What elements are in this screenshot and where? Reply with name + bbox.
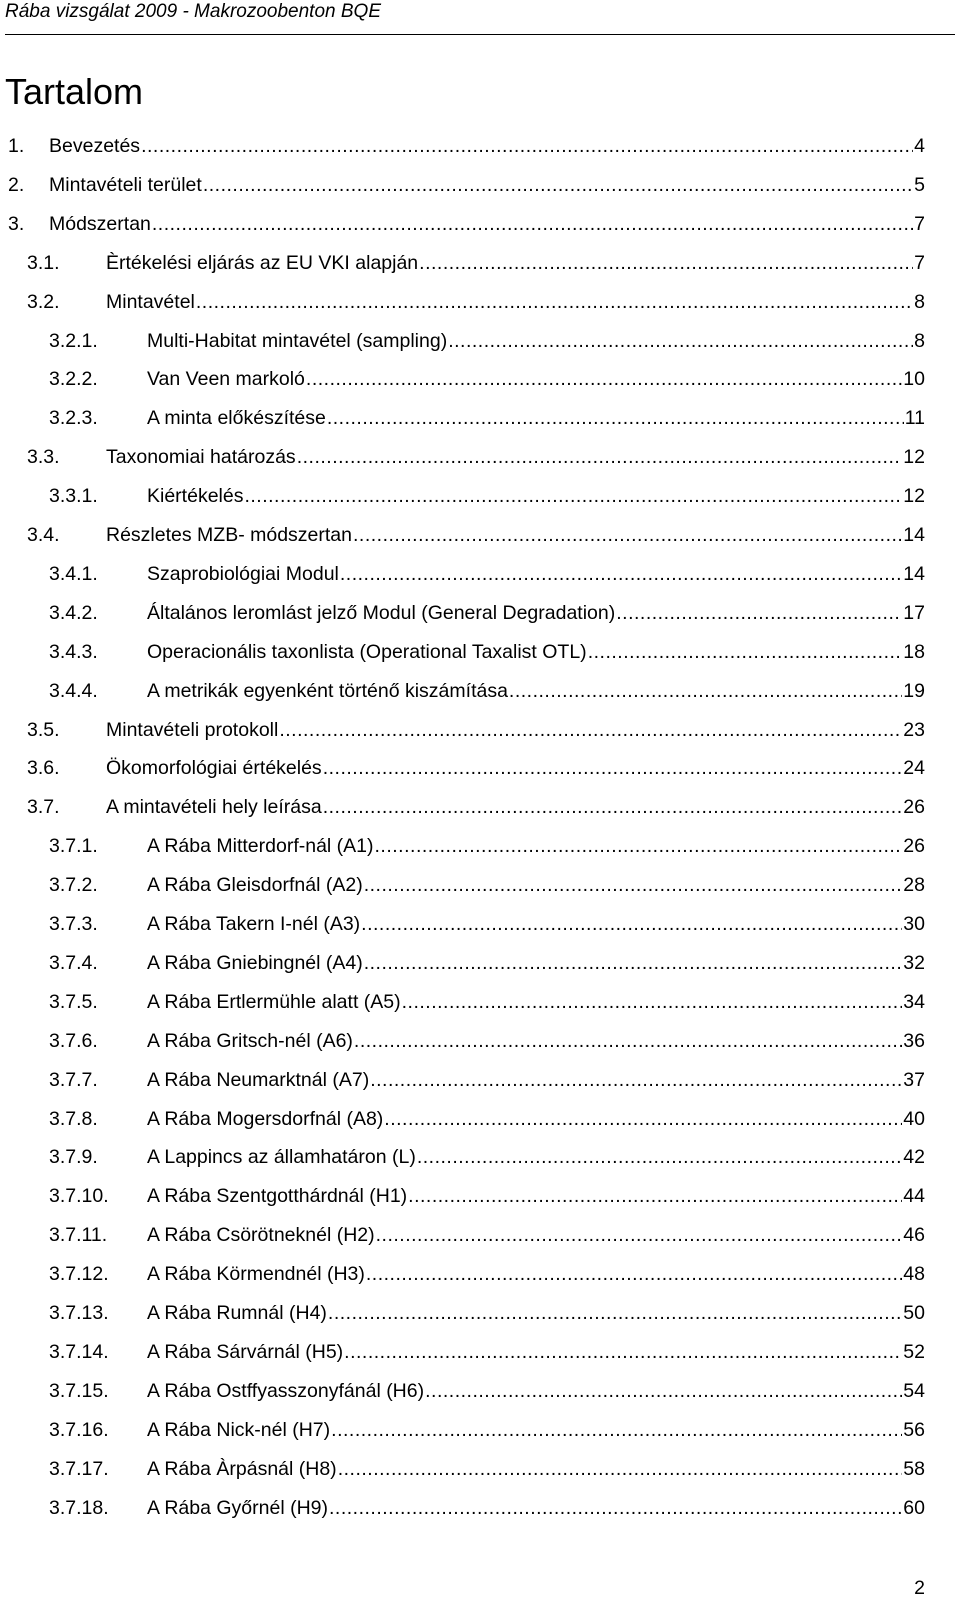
- toc-entry-line: [147, 402, 925, 434]
- toc-dot-leader: [425, 1375, 902, 1407]
- toc-dot-leader: [328, 1297, 902, 1329]
- toc-entry-label[interactable]: Èrtékelési eljárás az EU VKI alapján: [106, 251, 419, 274]
- toc-entry-page[interactable]: 5: [914, 173, 925, 196]
- toc-entry-number: 3.7.2.: [49, 874, 98, 897]
- toc-entry[interactable]: [0, 947, 960, 979]
- toc-entry-page[interactable]: 40: [903, 1107, 925, 1130]
- toc-entry[interactable]: [0, 325, 960, 357]
- toc-entry-number: 3.7.7.: [49, 1068, 98, 1091]
- toc-entry-number: 3.2.1.: [49, 329, 98, 352]
- toc-entry-line: [147, 1336, 925, 1368]
- toc-entry-line: [147, 1375, 925, 1407]
- toc-entry-line: [147, 947, 925, 979]
- toc-dot-leader: [354, 1025, 902, 1057]
- toc-entry-line: [106, 752, 925, 784]
- toc-entry-page[interactable]: 14: [903, 562, 925, 585]
- toc-entry-number: 3.7.9.: [49, 1146, 98, 1169]
- toc-entry-number: 3.4.4.: [49, 679, 98, 702]
- toc-entry-page[interactable]: 19: [903, 679, 925, 702]
- toc-dot-leader: [152, 208, 913, 240]
- toc-entry-line: [147, 1219, 925, 1251]
- toc-entry-label[interactable]: A Lappincs az államhatáron (L): [147, 1146, 416, 1169]
- toc-entry-line: [147, 869, 925, 901]
- toc-entry[interactable]: [0, 402, 960, 434]
- page-number: 2: [914, 1577, 925, 1599]
- toc-entry-page[interactable]: 7: [914, 251, 925, 274]
- toc-entry-label[interactable]: Mintavételi protokoll: [106, 718, 279, 741]
- toc-entry[interactable]: [0, 1453, 960, 1485]
- toc-entry-label[interactable]: A Rába Àrpásnál (H8): [147, 1457, 337, 1480]
- toc-entry[interactable]: [0, 791, 960, 823]
- toc-entry-line: [106, 791, 925, 823]
- toc-entry-page[interactable]: 37: [903, 1068, 925, 1091]
- toc-dot-leader: [329, 1492, 902, 1524]
- toc-entry-line: [147, 1453, 925, 1485]
- toc-entry-label[interactable]: A mintavételi hely leírása: [106, 796, 322, 819]
- toc-entry-label[interactable]: A Rába Mogersdorfnál (A8): [147, 1107, 384, 1130]
- toc-dot-leader: [353, 519, 902, 551]
- toc-entry-page[interactable]: 30: [903, 913, 925, 935]
- toc-entry-page[interactable]: 8: [914, 329, 925, 352]
- toc-entry-line: [147, 675, 925, 707]
- toc-entry-number: 3.5.: [27, 718, 60, 741]
- toc-entry-label[interactable]: A metrikák egyenként történő kiszámítása: [147, 679, 508, 702]
- toc-dot-leader: [279, 714, 902, 746]
- toc-entry[interactable]: [0, 1180, 960, 1212]
- toc-entry-number: 3.2.3.: [49, 407, 98, 430]
- toc-entry-label[interactable]: A Rába Körmendnél (H3): [147, 1263, 365, 1286]
- toc-entry-line: [106, 286, 925, 318]
- toc-entry-label[interactable]: A Rába Neumarktnál (A7): [147, 1068, 370, 1091]
- toc-entry[interactable]: [0, 908, 960, 940]
- toc-entry-page[interactable]: 52: [903, 1340, 925, 1363]
- toc-entry-page[interactable]: 18: [903, 640, 925, 663]
- toc-entry[interactable]: [0, 480, 960, 512]
- toc-entry-page[interactable]: 56: [903, 1418, 925, 1441]
- toc-entry-line: [106, 714, 925, 746]
- toc-entry-number: 3.7.16.: [49, 1418, 109, 1441]
- toc-entry-label[interactable]: Taxonomiai határozás: [106, 446, 296, 469]
- toc-entry[interactable]: [0, 636, 960, 668]
- toc-entry-line: [147, 1025, 925, 1057]
- toc-entry-line: [147, 1258, 925, 1290]
- toc-entry[interactable]: [0, 1025, 960, 1057]
- toc-entry-page[interactable]: 44: [903, 1185, 925, 1208]
- toc-entry-number: 3.4.3.: [49, 640, 98, 663]
- toc-entry[interactable]: [0, 1141, 960, 1173]
- toc-entry[interactable]: [0, 986, 960, 1018]
- toc-entry-label[interactable]: Multi-Habitat mintavétel (sampling): [147, 329, 448, 352]
- toc-entry-page[interactable]: 23: [903, 718, 925, 741]
- toc-entry[interactable]: [0, 1219, 960, 1251]
- toc-entry-page[interactable]: 48: [903, 1263, 925, 1286]
- toc-dot-leader: [370, 1064, 902, 1096]
- toc-entry-number: 3.2.2.: [49, 368, 98, 391]
- toc-entry-label[interactable]: A Rába Győrnél (H9): [147, 1496, 328, 1519]
- toc-entry-number: 3.3.1.: [49, 485, 98, 508]
- toc-entry-number: 3.7.12.: [49, 1263, 109, 1286]
- toc-entry-page[interactable]: 60: [903, 1496, 925, 1519]
- toc-entry-line: [147, 1141, 925, 1173]
- toc-dot-leader: [338, 1453, 903, 1485]
- toc-entry-page[interactable]: 12: [903, 485, 925, 508]
- toc-dot-leader: [364, 869, 903, 901]
- toc-entry-line: [147, 1492, 925, 1524]
- toc-entry[interactable]: [0, 286, 960, 318]
- toc-entry-label[interactable]: A Rába Mitterdorf-nál (A1): [147, 835, 374, 858]
- toc-entry[interactable]: [0, 363, 960, 395]
- toc-entry-page[interactable]: 12: [903, 446, 925, 469]
- toc-dot-leader: [327, 402, 904, 434]
- toc-entry-label[interactable]: Részletes MZB- módszertan: [106, 524, 352, 546]
- toc-dot-leader: [366, 1258, 902, 1290]
- toc-entry-number: 1.: [8, 135, 25, 157]
- toc-entry-number: 3.4.2.: [49, 601, 98, 624]
- toc-entry-label[interactable]: A Rába Gleisdorfnál (A2): [147, 874, 363, 897]
- toc-entry-number: 3.7.3.: [49, 913, 98, 935]
- toc-dot-leader: [419, 247, 913, 279]
- toc-entry-number: 3.7.: [27, 796, 60, 819]
- toc-dot-leader: [244, 480, 902, 512]
- toc-entry-number: 3.7.4.: [49, 951, 98, 974]
- toc-entry-page[interactable]: 34: [903, 990, 925, 1013]
- toc-dot-leader: [297, 441, 903, 473]
- toc-entry-label[interactable]: A Rába Ertlermühle alatt (A5): [147, 990, 401, 1013]
- toc-entry[interactable]: [0, 1297, 960, 1329]
- toc-entry-number: 3.: [8, 212, 25, 235]
- toc-entry-page[interactable]: 50: [903, 1302, 925, 1324]
- toc-dot-leader: [196, 286, 913, 318]
- toc-entry-number: 3.7.18.: [49, 1496, 109, 1519]
- toc-entry-page[interactable]: 28: [903, 874, 925, 897]
- toc-entry[interactable]: [0, 1103, 960, 1135]
- toc-entry-page[interactable]: 10: [903, 368, 925, 391]
- toc-entry-page[interactable]: 26: [903, 796, 925, 819]
- toc-dot-leader: [141, 130, 913, 162]
- toc-entry-line: [147, 597, 925, 629]
- toc-entry-number: 3.7.14.: [49, 1340, 109, 1363]
- toc-entry[interactable]: [0, 1336, 960, 1368]
- toc-entry[interactable]: [0, 830, 960, 862]
- toc-entry-page[interactable]: 26: [903, 835, 925, 858]
- toc-entry-label[interactable]: Módszertan: [49, 212, 151, 235]
- toc-dot-leader: [384, 1103, 902, 1135]
- toc-entry-number: 3.7.6.: [49, 1029, 98, 1052]
- toc-entry-label[interactable]: A Rába Takern I-nél (A3): [147, 913, 361, 935]
- toc-dot-leader: [408, 1180, 902, 1212]
- toc-entry-page[interactable]: 4: [914, 135, 925, 157]
- toc-entry-number: 3.3.: [27, 446, 60, 469]
- toc-entry-label[interactable]: A Rába Gritsch-nél (A6): [147, 1029, 353, 1052]
- toc-entry-page[interactable]: 32: [903, 951, 925, 974]
- toc-entry-label[interactable]: A Rába Gniebingnél (A4): [147, 951, 363, 974]
- toc-entry-line: [147, 1297, 925, 1329]
- toc-dot-leader: [616, 597, 902, 629]
- toc-entry[interactable]: [0, 130, 960, 162]
- toc-entry-line: [49, 169, 925, 201]
- toc-entry-number: 3.7.15.: [49, 1379, 109, 1402]
- toc-entry[interactable]: [0, 441, 960, 473]
- toc-entry[interactable]: [0, 247, 960, 279]
- toc-dot-leader: [588, 636, 903, 668]
- toc-entry-number: 3.7.17.: [49, 1457, 109, 1480]
- toc-entry-number: 3.2.: [27, 290, 60, 313]
- toc-entry-line: [106, 247, 925, 279]
- toc-entry-page[interactable]: 42: [903, 1146, 925, 1169]
- toc-entry-page[interactable]: 11: [904, 407, 925, 430]
- toc-entry-label[interactable]: A Rába Nick-nél (H7): [147, 1418, 331, 1441]
- toc-dot-leader: [323, 791, 903, 823]
- toc-entry-page[interactable]: 36: [903, 1029, 925, 1052]
- toc-dot-leader: [306, 363, 902, 395]
- toc-dot-leader: [375, 830, 903, 862]
- toc-entry-line: [106, 519, 925, 551]
- toc-entry-line: [147, 480, 925, 512]
- toc-entry[interactable]: [0, 714, 960, 746]
- toc-entry-page[interactable]: 7: [914, 212, 925, 235]
- toc-entry[interactable]: [0, 519, 960, 551]
- toc-entry-page[interactable]: 8: [914, 290, 925, 313]
- toc-entry-line: [147, 1180, 925, 1212]
- toc-entry-label[interactable]: Szaprobiológiai Modul: [147, 562, 339, 585]
- toc-entry-number: 3.4.: [27, 524, 60, 546]
- toc-entry-line: [106, 441, 925, 473]
- toc-entry-number: 3.6.: [27, 757, 60, 780]
- toc-entry[interactable]: [0, 558, 960, 590]
- toc-entry-number: 3.7.1.: [49, 835, 98, 858]
- toc-dot-leader: [340, 558, 902, 590]
- toc-entry-number: 3.7.11.: [49, 1224, 108, 1247]
- toc-entry-page[interactable]: 58: [903, 1457, 925, 1480]
- toc-dot-leader: [509, 675, 902, 707]
- toc-entry[interactable]: [0, 597, 960, 629]
- toc-dot-leader: [417, 1141, 902, 1173]
- toc-entry-label[interactable]: Általános leromlást jelző Modul (General Degradation): [147, 601, 616, 624]
- toc-dot-leader: [203, 169, 913, 201]
- toc-entry-line: [147, 363, 925, 395]
- toc-entry-line: [147, 1414, 925, 1446]
- toc-entry[interactable]: [0, 1375, 960, 1407]
- toc-dot-leader: [361, 908, 902, 940]
- toc-entry-label[interactable]: A Rába Ostffyasszonyfánál (H6): [147, 1379, 425, 1402]
- toc-entry-number: 3.4.1.: [49, 562, 98, 585]
- toc-entry[interactable]: [0, 675, 960, 707]
- toc-entry-page[interactable]: 17: [903, 601, 925, 624]
- toc-entry-label[interactable]: Bevezetés: [49, 135, 141, 157]
- toc-entry-page[interactable]: 24: [903, 757, 925, 780]
- toc-entry[interactable]: [0, 169, 960, 201]
- toc-entry-label[interactable]: A Rába Szentgotthárdnál (H1): [147, 1185, 408, 1208]
- toc-dot-leader: [364, 947, 903, 979]
- toc-dot-leader: [331, 1414, 902, 1446]
- toc-entry-label[interactable]: A minta előkészítése: [147, 407, 326, 430]
- toc-dot-leader: [448, 325, 913, 357]
- toc-entry-label[interactable]: Operacionális taxonlista (Operational Taxalist OTL): [147, 640, 587, 663]
- toc-entry[interactable]: [0, 208, 960, 240]
- toc-entry[interactable]: [0, 1258, 960, 1290]
- toc-entry-line: [147, 1103, 925, 1135]
- toc-entry-page[interactable]: 14: [903, 524, 925, 546]
- toc-entry-line: [147, 325, 925, 357]
- toc-entry[interactable]: [0, 752, 960, 784]
- toc-entry[interactable]: [0, 1414, 960, 1446]
- toc-entry-line: [49, 208, 925, 240]
- toc-entry-line: [147, 1064, 925, 1096]
- toc-entry-label[interactable]: A Rába Rumnál (H4): [147, 1302, 327, 1324]
- toc-entry-label[interactable]: A Rába Sárvárnál (H5): [147, 1340, 344, 1363]
- toc-entry-number: 3.7.5.: [49, 990, 98, 1013]
- toc-entry-line: [147, 558, 925, 590]
- toc-dot-leader: [344, 1336, 902, 1368]
- toc-entry-page[interactable]: 46: [903, 1224, 925, 1247]
- running-header-text: Rába vizsgálat 2009 - Makrozoobenton BQE: [5, 1, 381, 22]
- running-header: [5, 0, 955, 35]
- toc-dot-leader: [323, 752, 903, 784]
- toc-entry[interactable]: [0, 1064, 960, 1096]
- toc-entry-number: 3.7.10.: [49, 1185, 109, 1208]
- toc-entry-page[interactable]: 54: [903, 1379, 925, 1402]
- toc-entry-line: [147, 908, 925, 940]
- toc-entry-number: 3.7.13.: [49, 1302, 109, 1324]
- toc-entry-line: [147, 830, 925, 862]
- toc-entry-number: 2.: [8, 173, 25, 196]
- toc-dot-leader: [402, 986, 903, 1018]
- toc-entry-label[interactable]: Kiértékelés: [147, 485, 244, 508]
- toc-entry-line: [147, 636, 925, 668]
- toc-entry-label[interactable]: Van Veen markoló: [147, 368, 305, 391]
- toc-entry-label[interactable]: Mintavételi terület: [49, 173, 202, 196]
- toc-dot-leader: [376, 1219, 903, 1251]
- toc-title: Tartalom: [5, 71, 144, 112]
- toc-entry-line: [49, 130, 925, 162]
- toc-entry[interactable]: [0, 1492, 960, 1524]
- toc-entry[interactable]: [0, 869, 960, 901]
- toc-entry-label[interactable]: A Rába Csörötneknél (H2): [147, 1224, 375, 1247]
- toc-entry-label[interactable]: Ökomorfológiai értékelés: [106, 757, 322, 780]
- toc-entry-label[interactable]: Mintavétel: [106, 290, 195, 313]
- toc-entry-number: 3.1.: [27, 251, 60, 274]
- toc-entry-number: 3.7.8.: [49, 1107, 98, 1130]
- toc-entry-line: [147, 986, 925, 1018]
